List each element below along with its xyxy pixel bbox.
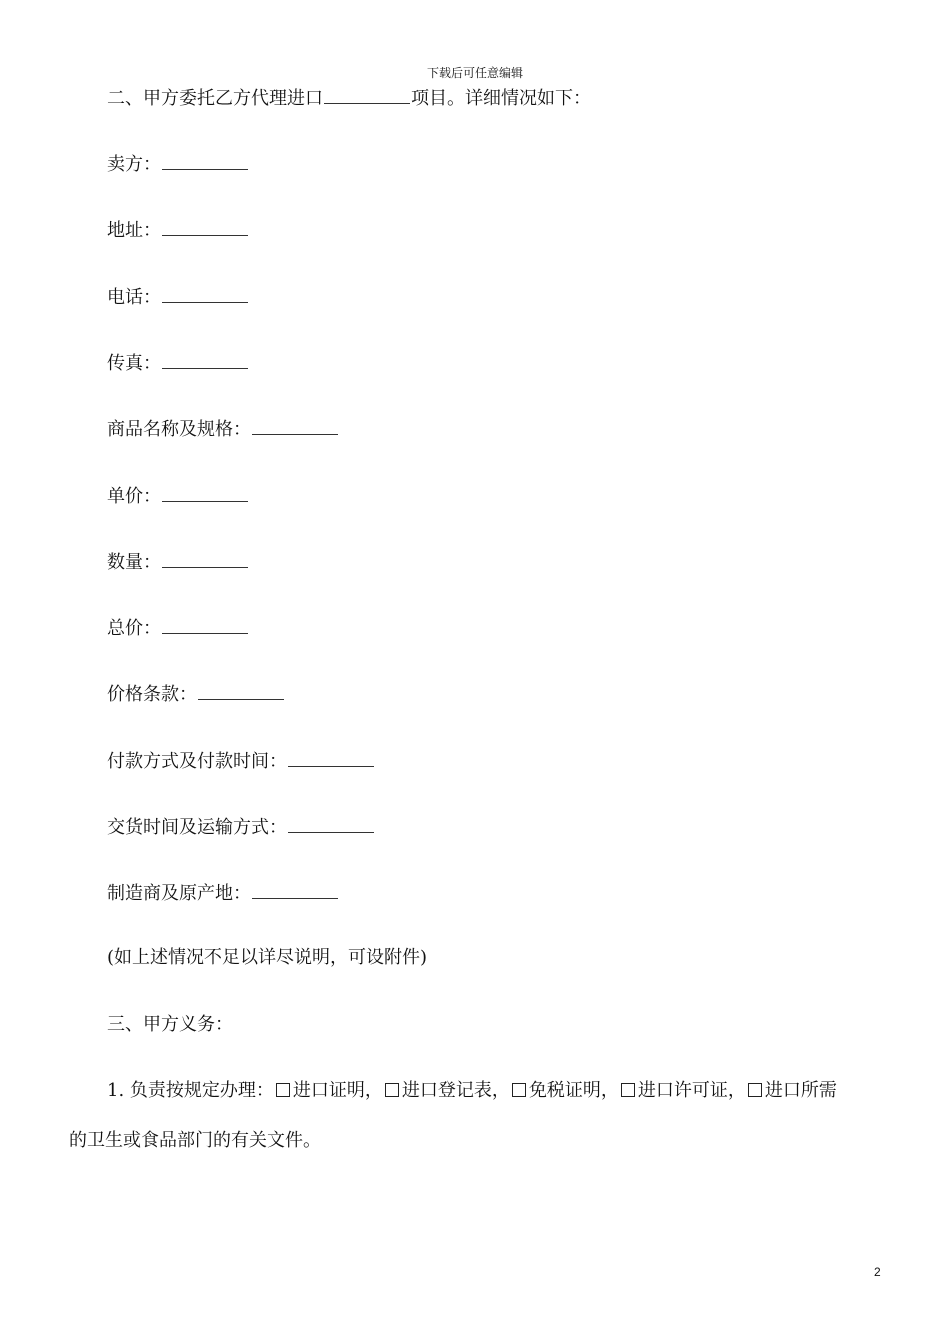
field-seller (107, 152, 249, 176)
field-fax (107, 351, 249, 375)
project-blank[interactable] (324, 86, 410, 104)
field-blank[interactable] (162, 285, 248, 303)
intro-text-before: 二、甲方委托乙方代理进口 (107, 88, 323, 109)
item-1 (107, 1080, 837, 1102)
note-text: (如上述情况不足以详尽说明，可设附件) (107, 947, 428, 968)
field-label: 制造商及原产地： (107, 883, 251, 904)
checkbox[interactable] (512, 1083, 526, 1097)
field-price-terms (107, 682, 285, 706)
field-total-price (107, 616, 249, 640)
page-number: 2 (874, 1265, 881, 1279)
header-note: 下载后可任意编辑 (426, 66, 523, 80)
field-blank[interactable] (252, 417, 338, 435)
checkbox[interactable] (385, 1083, 399, 1097)
checkbox[interactable] (748, 1083, 762, 1097)
field-blank[interactable] (162, 616, 248, 634)
intro-line (107, 86, 591, 110)
field-label: 卖方： (107, 154, 161, 175)
checkbox-label: 进口许可证， (637, 1080, 746, 1101)
field-label: 交货时间及运输方式： (107, 817, 287, 838)
field-label: 总价： (107, 618, 161, 639)
item-1-continuation: 的卫生或食品部门的有关文件。 (69, 1130, 321, 1151)
checkbox-label: 进口证明， (292, 1080, 383, 1101)
intro-text-after: 项目。详细情况如下： (411, 88, 591, 109)
field-unit-price (107, 484, 249, 508)
item-1-prefix: 1. 负责按规定办理： (107, 1080, 274, 1101)
field-blank[interactable] (198, 682, 284, 700)
field-blank[interactable] (162, 218, 248, 236)
field-label: 传真： (107, 353, 161, 374)
field-payment (107, 749, 375, 773)
field-product (107, 417, 339, 441)
checkbox-label: 进口登记表， (401, 1080, 510, 1101)
field-label: 单价： (107, 486, 161, 507)
field-label: 电话： (107, 287, 161, 308)
checkbox-label: 进口所需 (764, 1080, 837, 1101)
field-label: 地址： (107, 220, 161, 241)
field-label: 数量： (107, 552, 161, 573)
field-manufacturer (107, 881, 339, 905)
field-blank[interactable] (162, 152, 248, 170)
field-quantity (107, 550, 249, 574)
field-delivery (107, 815, 375, 839)
checkbox-label: 免税证明， (528, 1080, 619, 1101)
field-blank[interactable] (162, 484, 248, 502)
field-label: 价格条款： (107, 684, 197, 705)
field-blank[interactable] (162, 351, 248, 369)
field-blank[interactable] (288, 815, 374, 833)
checkbox[interactable] (621, 1083, 635, 1097)
field-label: 商品名称及规格： (107, 419, 251, 440)
field-blank[interactable] (162, 550, 248, 568)
section-3-heading: 三、甲方义务： (107, 1014, 233, 1035)
field-address (107, 218, 249, 242)
field-blank[interactable] (288, 749, 374, 767)
field-label: 付款方式及付款时间： (107, 751, 287, 772)
checkbox[interactable] (276, 1083, 290, 1097)
field-phone (107, 285, 249, 309)
field-blank[interactable] (252, 881, 338, 899)
